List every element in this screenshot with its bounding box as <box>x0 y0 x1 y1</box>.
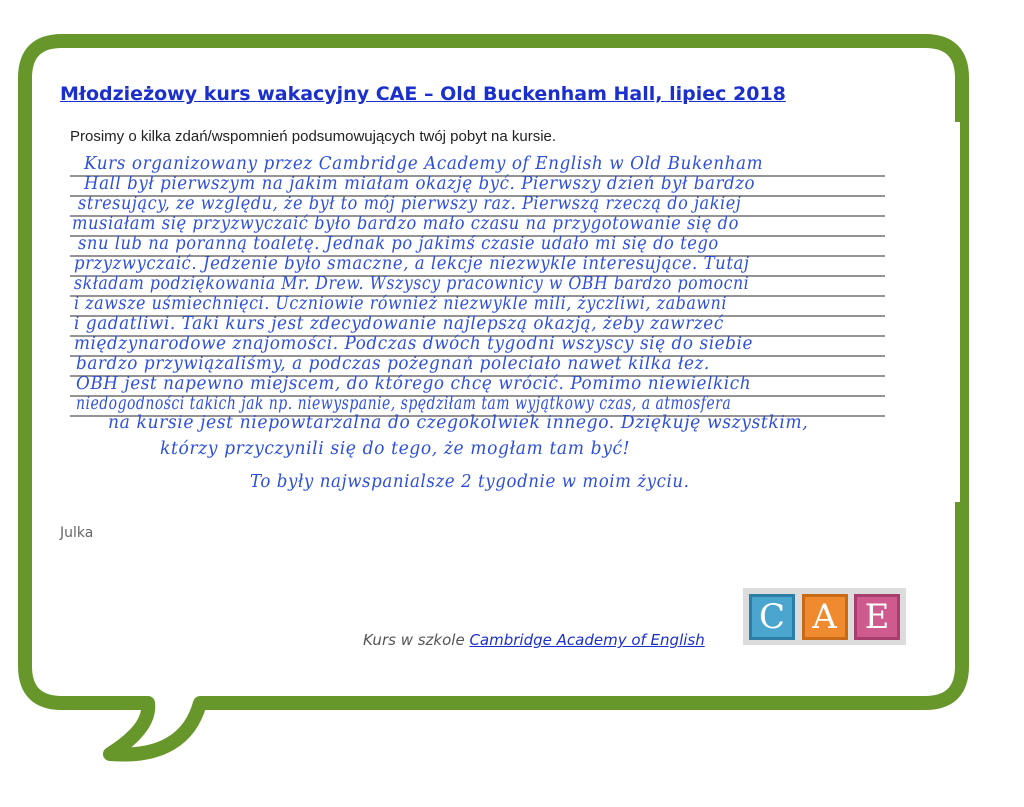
handwritten-line: na kursie jest niepowtarzalna do czegokolwiek innego. Dziękuję wszystkim, <box>108 413 809 433</box>
footer-prefix: Kurs w szkole <box>363 631 470 649</box>
logo-letter-a: A <box>802 594 848 640</box>
author-name: Julka <box>60 525 94 541</box>
handwritten-line: musiałam się przyzwyczaić było bardzo mało czasu na przygotowanie się do <box>72 214 739 234</box>
handwritten-line: Kurs organizowany przez Cambridge Academy of English w Old Bukenham <box>84 154 764 174</box>
handwritten-line: i gadatliwi. Taki kurs jest zdecydowanie najlepszą okazją, żeby zawrzeć <box>74 314 724 334</box>
handwritten-line: składam podziękowania Mr. Drew. Wszyscy pracownicy w OBH bardzo pomocni <box>74 274 750 294</box>
page-title-link[interactable]: Młodzieżowy kurs wakacyjny CAE – Old Buckenham Hall, lipiec 2018 <box>60 83 786 105</box>
cae-logo[interactable] <box>743 588 906 645</box>
school-footer <box>363 631 705 649</box>
handwritten-line: OBH jest napewno miejscem, do którego chcę wrócić. Pomimo niewielkich <box>76 374 752 394</box>
handwritten-line: bardzo przywiązaliśmy, a podczas pożegnań poleciało nawet kilka łez. <box>76 354 710 374</box>
handwritten-line: To były najwspanialsze 2 tygodnie w moim życiu. <box>250 472 690 492</box>
logo-letter-c: C <box>749 594 795 640</box>
form-prompt: Prosimy o kilka zdań/wspomnień podsumowujących twój pobyt na kursie. <box>70 128 557 145</box>
handwritten-line: przyzwyczaić. Jedzenie było smaczne, a lekcje niezwykle interesujące. Tutaj <box>74 254 750 274</box>
school-link[interactable]: Cambridge Academy of English <box>469 631 705 649</box>
handwritten-line: międzynarodowe znajomości. Podczas dwóch tygodni wszyscy się do siebie <box>74 334 753 354</box>
handwritten-form-scan <box>60 122 960 502</box>
handwritten-line: i zawsze uśmiechnięci. Uczniowie również niezwykle mili, życzliwi, zabawni <box>74 294 728 314</box>
handwritten-line: Hall był pierwszym na jakim miałam okazję być. Pierwszy dzień był bardzo <box>84 174 756 194</box>
logo-letter-e: E <box>854 594 900 640</box>
handwritten-line: którzy przyczynili się do tego, że mogłam tam być! <box>160 439 631 459</box>
handwritten-line: niedogodności takich jak np. niewyspanie, spędziłam tam wyjątkowy czas, a atmosfera <box>76 394 732 414</box>
handwritten-line: snu lub na poranną toaletę. Jednak po jakimś czasie udało mi się do tego <box>78 234 719 254</box>
handwritten-line: stresujący, ze względu, że był to mój pierwszy raz. Pierwszą rzeczą do jakiej <box>78 194 742 214</box>
